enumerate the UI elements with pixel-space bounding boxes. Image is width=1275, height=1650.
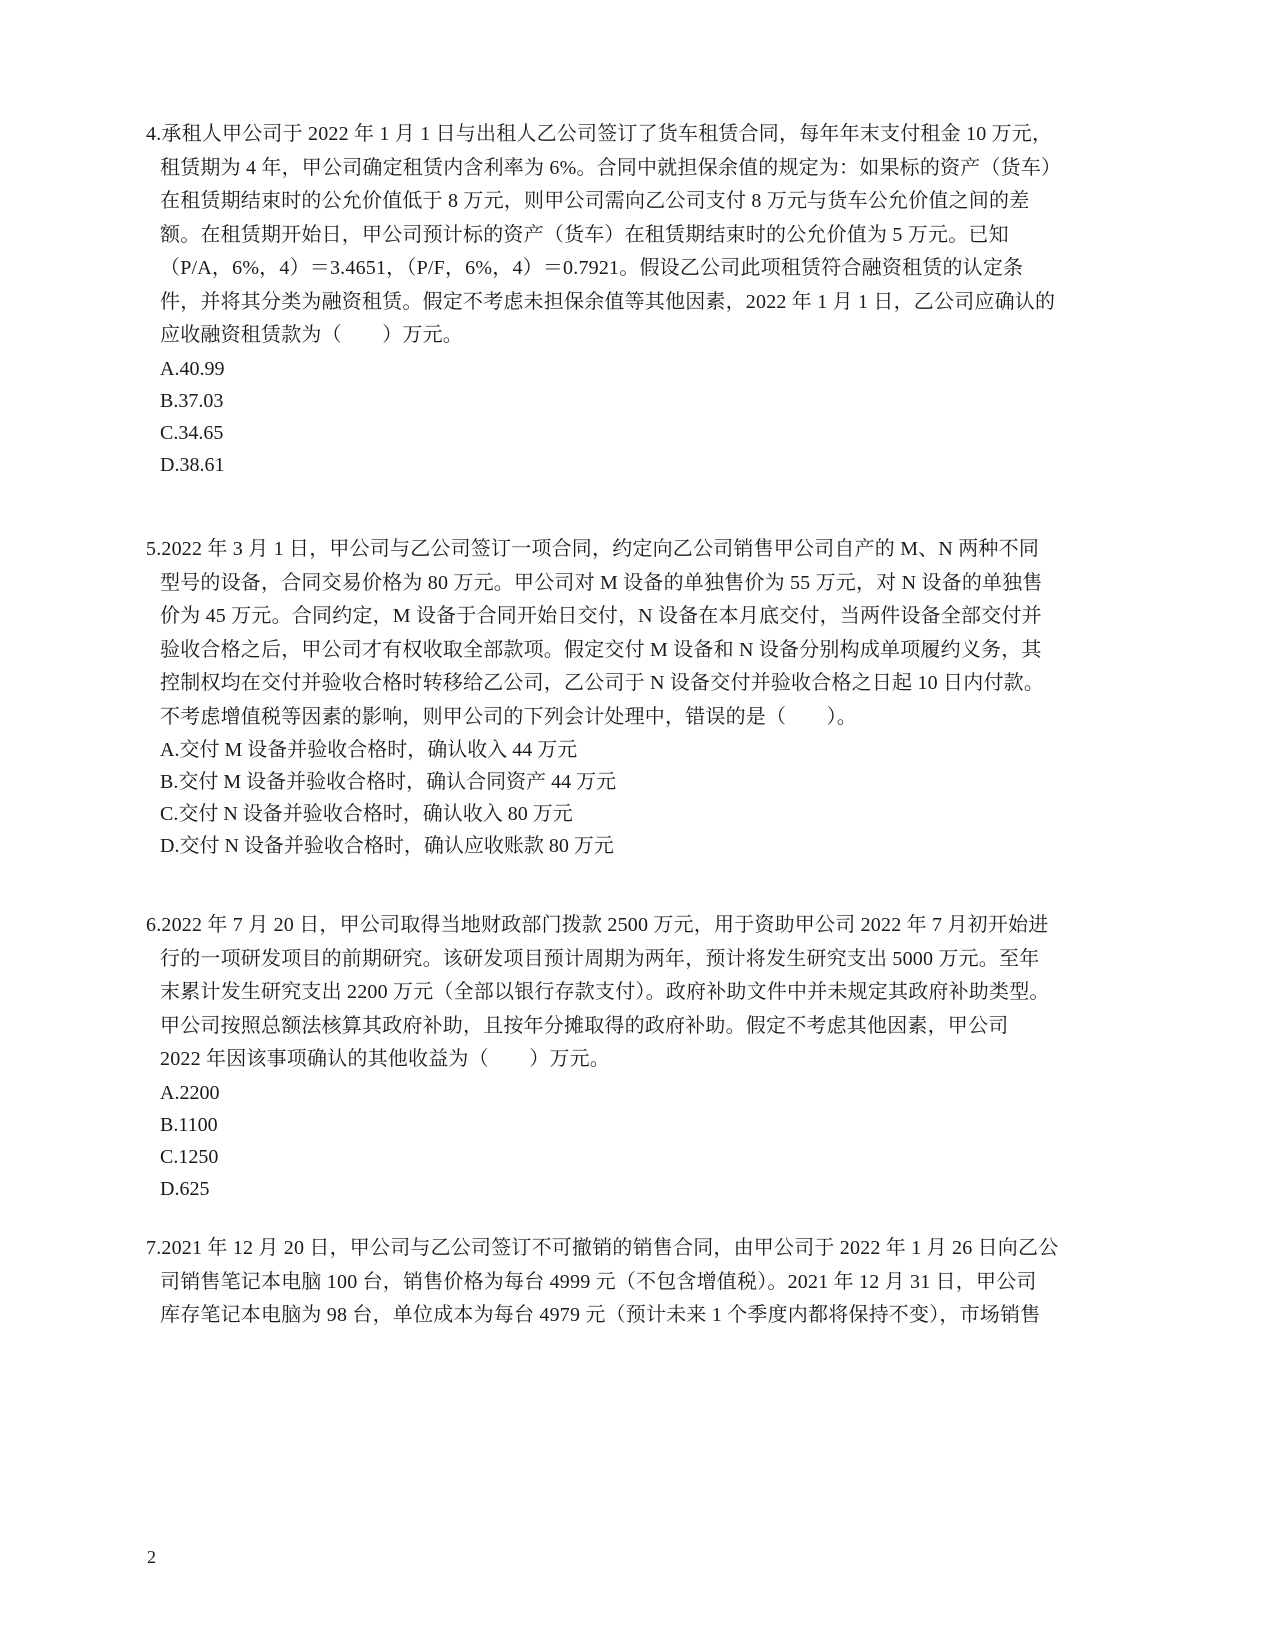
- question-text-line: 司销售笔记本电脑 100 台，销售价格为每台 4999 元（不包含增值税）。2021 年 12 月 31 日，甲公司: [160, 1270, 1037, 1293]
- option-c: C.34.65: [160, 421, 224, 444]
- question-text-line: 6.2022 年 7 月 20 日，甲公司取得当地财政部门拨款 2500 万元，用于资助甲公司 2022 年 7 月初开始进: [146, 914, 1049, 936]
- question-text-line: 应收融资租赁款为（ ）万元。: [160, 324, 463, 346]
- question-text-line: 甲公司按照总额法核算其政府补助，且按年分摊取得的政府补助。假定不考虑其他因素，甲公司: [160, 1014, 1009, 1037]
- question-5: [146, 533, 1096, 862]
- question-text-line: 库存笔记本电脑为 98 台，单位成本为每台 4979 元（预计未来 1 个季度内都将保持不变），市场销售: [160, 1304, 1041, 1326]
- option-a: A.交付 M 设备并验收合格时，确认收入 44 万元: [160, 739, 578, 761]
- option-a: A.40.99: [160, 357, 225, 380]
- question-text-line: 末累计发生研究支出 2200 万元（全部以银行存款支付）。政府补助文件中并未规定其政府补助类型。: [160, 981, 1050, 1003]
- option-b: B.交付 M 设备并验收合格时，确认合同资产 44 万元: [160, 771, 617, 793]
- question-6: [146, 909, 1096, 1205]
- question-text-line: 在租赁期结束时的公允价值低于 8 万元，则甲公司需向乙公司支付 8 万元与货车公允价值之间的差: [160, 190, 1030, 212]
- question-7: [146, 1232, 1096, 1333]
- option-a: A.2200: [160, 1081, 220, 1104]
- question-text-line: 验收合格之后，甲公司才有权收取全部款项。假定交付 M 设备和 N 设备分别构成单项履约义务，其: [160, 638, 1042, 661]
- question-text-line: 4.承租人甲公司于 2022 年 1 月 1 日与出租人乙公司签订了货车租赁合同，每年年末支付租金 10 万元，: [146, 123, 1053, 145]
- option-c: C.交付 N 设备并验收合格时，确认收入 80 万元: [160, 803, 573, 825]
- question-text-line: 额。在租赁期开始日，甲公司预计标的资产（货车）在租赁期结束时的公允价值为 5 万元。已知: [160, 223, 1009, 246]
- question-text-line: 件，并将其分类为融资租赁。假定不考虑未担保余值等其他因素，2022 年 1 月 1 日，乙公司应确认的: [160, 290, 1056, 313]
- option-c: C.1250: [160, 1145, 219, 1168]
- question-4: [146, 118, 1096, 481]
- page-number: 2: [147, 1547, 156, 1567]
- question-text-line: 不考虑增值税等因素的影响，则甲公司的下列会计处理中，错误的是（ ）。: [160, 705, 857, 728]
- question-text-line: 租赁期为 4 年，甲公司确定租赁内含利率为 6%。合同中就担保余值的规定为：如果标的资产（货车）: [160, 156, 1062, 179]
- option-d: D.38.61: [160, 453, 225, 476]
- question-text-line: 行的一项研发项目的前期研究。该研发项目预计周期为两年，预计将发生研究支出 5000 万元。至年: [160, 947, 1040, 970]
- option-d: D.交付 N 设备并验收合格时，确认应收账款 80 万元: [160, 835, 614, 857]
- question-text-line: 控制权均在交付并验收合格时转移给乙公司，乙公司于 N 设备交付并验收合格之日起 10 日内付款。: [160, 672, 1045, 694]
- question-text-line: 2022 年因该事项确认的其他收益为（ ）万元。: [160, 1048, 610, 1070]
- option-b: B.1100: [160, 1113, 218, 1136]
- question-text-line: 价为 45 万元。合同约定，M 设备于合同开始日交付，N 设备在本月底交付，当两件设备全部交付并: [160, 605, 1042, 627]
- question-text-line: （P/A，6%，4）＝3.4651，（P/F，6%，4）＝0.7921。假设乙公司此项租赁符合融资租赁的认定条: [160, 257, 1024, 279]
- question-text-line: 7.2021 年 12 月 20 日，甲公司与乙公司签订不可撤销的销售合同，由甲公司于 2022 年 1 月 26 日向乙公: [146, 1237, 1059, 1259]
- question-text-line: 5.2022 年 3 月 1 日，甲公司与乙公司签订一项合同，约定向乙公司销售甲公司自产的 M、N 两种不同: [146, 538, 1040, 560]
- option-b: B.37.03: [160, 389, 224, 412]
- question-text-line: 型号的设备，合同交易价格为 80 万元。甲公司对 M 设备的单独售价为 55 万元，对 N 设备的单独售: [160, 571, 1043, 594]
- option-d: D.625: [160, 1177, 210, 1200]
